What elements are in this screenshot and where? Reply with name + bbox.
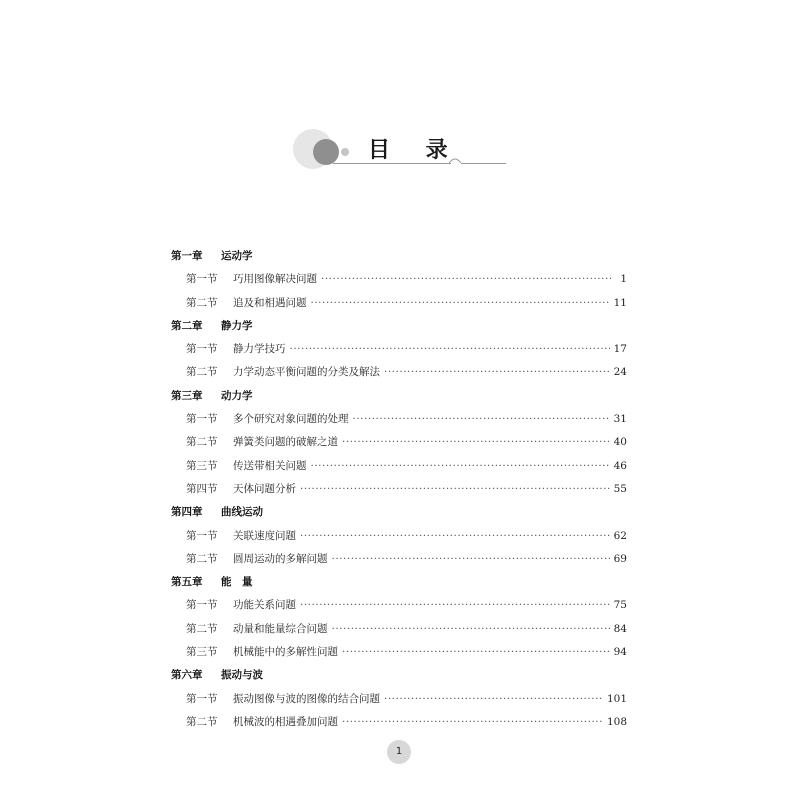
toc-header xyxy=(0,0,800,200)
section-title: 振动图像与波的图像的结合问题 xyxy=(233,692,380,705)
decor-circle-dot xyxy=(341,148,349,156)
section-title: 追及和相遇问题 xyxy=(233,296,307,309)
section-title: 机械波的相遇叠加问题 xyxy=(233,715,338,728)
dot-leader xyxy=(311,455,610,478)
chapter-number: 第二章 xyxy=(171,319,203,332)
section-page-number: 108 xyxy=(606,715,627,728)
section-number: 第二节 xyxy=(186,622,218,635)
decor-circle-dark xyxy=(313,139,339,165)
section-title: 圆周运动的多解问题 xyxy=(233,552,328,565)
toc-entry[interactable] xyxy=(171,292,627,315)
dot-leader xyxy=(311,292,610,315)
chapter-title: 振动与波 xyxy=(221,669,263,682)
dot-leader xyxy=(300,478,610,501)
title-underline-right xyxy=(461,163,506,164)
section-page-number: 69 xyxy=(613,552,627,565)
section-number: 第二节 xyxy=(186,436,218,449)
section-number: 第三节 xyxy=(186,459,218,472)
chapter-title: 动力学 xyxy=(221,389,253,402)
section-title: 功能关系问题 xyxy=(233,599,296,612)
section-number: 第一节 xyxy=(186,529,218,542)
section-title: 传送带相关问题 xyxy=(233,459,307,472)
toc-entry[interactable] xyxy=(171,455,627,478)
section-page-number: 1 xyxy=(620,273,627,286)
dot-leader xyxy=(332,548,610,571)
section-title: 巧用图像解决问题 xyxy=(233,273,317,286)
table-of-contents xyxy=(171,245,627,734)
toc-entry[interactable] xyxy=(171,268,627,291)
section-title: 弹簧类问题的破解之道 xyxy=(233,436,338,449)
toc-entry[interactable] xyxy=(171,711,627,734)
chapter-title: 运动学 xyxy=(221,250,253,262)
section-page-number: 17 xyxy=(613,343,627,356)
dot-leader xyxy=(384,361,610,384)
section-page-number: 40 xyxy=(613,436,627,449)
chapter-title: 能 量 xyxy=(221,576,253,589)
section-page-number: 55 xyxy=(613,482,627,495)
chapter-title: 曲线运动 xyxy=(221,506,263,519)
page-number: 1 xyxy=(387,740,411,764)
toc-entry[interactable] xyxy=(171,688,627,711)
section-page-number: 101 xyxy=(606,692,627,705)
chapter-heading[interactable] xyxy=(171,664,627,687)
dot-leader xyxy=(353,408,610,431)
dot-leader xyxy=(342,431,610,454)
chapter-number: 第六章 xyxy=(171,669,203,682)
section-title: 多个研究对象问题的处理 xyxy=(233,413,349,426)
toc-entry[interactable] xyxy=(171,408,627,431)
section-number: 第二节 xyxy=(186,296,218,309)
dot-leader xyxy=(321,268,613,291)
section-page-number: 75 xyxy=(613,599,627,612)
chapter-number: 第五章 xyxy=(171,576,203,589)
dot-leader xyxy=(300,525,610,548)
toc-entry[interactable] xyxy=(171,431,627,454)
chapter-heading[interactable] xyxy=(171,571,627,594)
section-page-number: 11 xyxy=(613,296,627,309)
dot-leader xyxy=(332,618,610,641)
dot-leader xyxy=(342,711,603,734)
section-number: 第二节 xyxy=(186,552,218,565)
toc-entry[interactable] xyxy=(171,641,627,664)
section-number: 第一节 xyxy=(186,343,218,356)
section-title: 静力学技巧 xyxy=(233,343,286,356)
section-page-number: 24 xyxy=(613,366,627,379)
title-underline-bump xyxy=(449,157,461,169)
chapter-heading[interactable] xyxy=(171,245,627,268)
section-page-number: 94 xyxy=(613,646,627,659)
dot-leader xyxy=(342,641,610,664)
chapter-number: 第四章 xyxy=(171,506,203,519)
section-number: 第二节 xyxy=(186,366,218,379)
title-underline-left xyxy=(333,163,451,164)
page-title: 目 录 xyxy=(368,137,462,163)
dot-leader xyxy=(290,338,610,361)
section-number: 第一节 xyxy=(186,599,218,612)
chapter-heading[interactable] xyxy=(171,315,627,338)
section-number: 第三节 xyxy=(186,646,218,659)
dot-leader xyxy=(300,594,610,617)
toc-entry[interactable] xyxy=(171,594,627,617)
section-number: 第一节 xyxy=(186,692,218,705)
toc-entry[interactable] xyxy=(171,525,627,548)
toc-entry[interactable] xyxy=(171,361,627,384)
toc-entry[interactable] xyxy=(171,338,627,361)
section-title: 天体问题分析 xyxy=(233,482,296,495)
section-title: 力学动态平衡问题的分类及解法 xyxy=(233,366,380,379)
section-title: 机械能中的多解性问题 xyxy=(233,646,338,659)
chapter-number: 第三章 xyxy=(171,389,203,402)
section-number: 第四节 xyxy=(186,482,218,495)
section-page-number: 46 xyxy=(613,459,627,472)
dot-leader xyxy=(384,688,603,711)
chapter-heading[interactable] xyxy=(171,501,627,524)
chapter-title: 静力学 xyxy=(221,319,253,332)
section-number: 第一节 xyxy=(186,273,218,286)
toc-entry[interactable] xyxy=(171,618,627,641)
toc-entry[interactable] xyxy=(171,478,627,501)
section-title: 动量和能量综合问题 xyxy=(233,622,328,635)
toc-entry[interactable] xyxy=(171,548,627,571)
section-page-number: 31 xyxy=(613,413,627,426)
section-number: 第一节 xyxy=(186,413,218,426)
section-title: 关联速度问题 xyxy=(233,529,296,542)
chapter-heading[interactable] xyxy=(171,385,627,408)
section-number: 第二节 xyxy=(186,715,218,728)
chapter-number: 第一章 xyxy=(171,250,203,262)
section-page-number: 84 xyxy=(613,622,627,635)
section-page-number: 62 xyxy=(613,529,627,542)
